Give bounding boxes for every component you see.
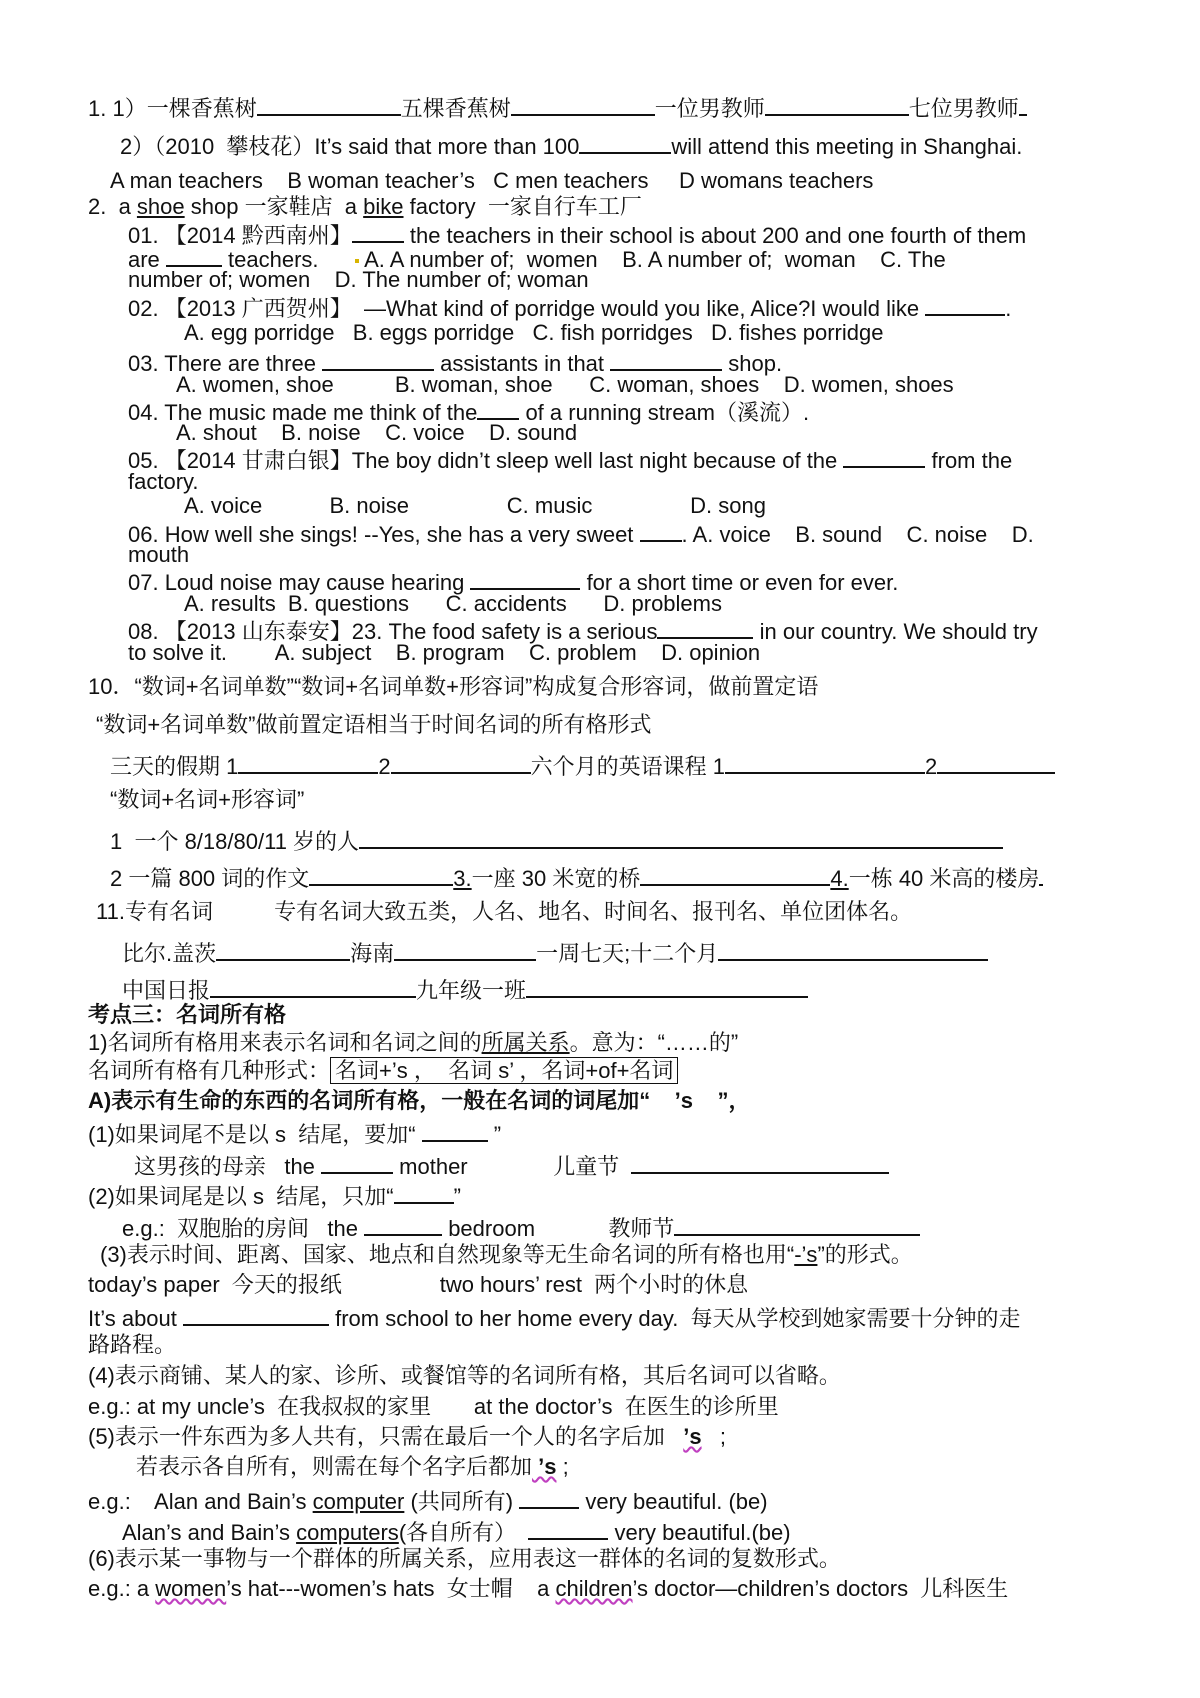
answer-blank[interactable]: [937, 750, 1055, 774]
answer-blank[interactable]: [925, 292, 1005, 316]
answer-blank[interactable]: [321, 1150, 393, 1174]
line-45: e.g.: at my uncle’s 在我叔叔的家里 at the doctor’s 在医生的诊所里: [88, 1394, 779, 1419]
line-41: today’s paper 今天的报纸 two hours’ rest 两个小时的休息: [88, 1272, 749, 1297]
answer-blank[interactable]: [725, 750, 925, 774]
answer-blank[interactable]: [477, 396, 519, 420]
answer-blank[interactable]: [765, 92, 909, 116]
line-44: (4)表示商铺、某人的家、诊所、或餐馆等的名词所有格，其后名词可以省略。: [88, 1363, 841, 1388]
line-22: to solve it. A. subject B. program C. problem D. opinion: [128, 640, 761, 665]
line-5: 01. 【2014 黔西南州】 the teachers in their school is about 200 and one fourth of them: [128, 219, 1026, 249]
line-6: are teachers. A. A number of; women B. A number of; woman C. The: [128, 243, 946, 273]
answer-blank[interactable]: [640, 862, 830, 886]
answer-blank[interactable]: [519, 1485, 579, 1509]
line-2: 2）（2010 攀枝花）It’s said that more than 100 will attend this meeting in Shanghai.: [120, 130, 1022, 160]
line-13: A. shout B. noise C. voice D. sound: [176, 420, 578, 445]
line-39: e.g.: 双胞胎的房间 the bedroom 教师节: [122, 1212, 920, 1242]
line-24: “数词+名词单数”做前置定语相当于时间名词的所有格形式: [96, 712, 652, 737]
answer-blank[interactable]: [610, 347, 722, 371]
line-35: A)表示有生命的东西的名词所有格，一般在名词的词尾加“ ’s ”，: [88, 1088, 751, 1113]
line-12: 04. The music made me think of the of a running stream（溪流）.: [128, 396, 809, 426]
line-8: 02. 【2013 广西贺州】 —What kind of porridge would you like, Alice?I would like .: [128, 292, 1011, 322]
line-11: A. women, shoe B. woman, shoe C. woman, shoes D. women, shoes: [176, 372, 954, 397]
line-48: e.g.: Alan and Bain’s computer (共同所有) very beautiful. (be): [88, 1485, 768, 1515]
line-40: (3)表示时间、距离、国家、地点和自然现象等无生命名词的所有格也用“-’s”的形式。: [100, 1242, 913, 1267]
answer-blank[interactable]: [422, 1118, 488, 1142]
line-28: 2 一篇 800 词的作文 3.一座 30 米宽的桥 4.一栋 40 米高的楼房: [110, 862, 1043, 892]
answer-blank[interactable]: [352, 219, 404, 243]
line-26: “数词+名词+形容词”: [110, 787, 305, 812]
line-51: e.g.: a women’s hat---women’s hats 女士帽 a children’s doctor—children’s doctors 儿科医生: [88, 1576, 1009, 1601]
answer-blank[interactable]: [210, 974, 416, 998]
line-15: factory.: [128, 469, 199, 494]
line-16: A. voice B. noise C. music D. song: [184, 493, 766, 518]
line-21: 08. 【2013 山东泰安】23. The food safety is a serious in our country. We should try: [128, 615, 1038, 645]
answer-blank[interactable]: [843, 444, 925, 468]
answer-blank[interactable]: [309, 862, 453, 886]
answer-blank[interactable]: [640, 518, 682, 542]
answer-blank[interactable]: [238, 750, 378, 774]
answer-blank[interactable]: [257, 92, 401, 116]
line-23: 10．“数词+名词单数”“数词+名词单数+形容词”构成复合形容词，做前置定语: [88, 674, 819, 699]
line-42: It’s about from school to her home every day. 每天从学校到她家需要十分钟的走: [88, 1302, 1021, 1332]
answer-blank[interactable]: [631, 1150, 889, 1174]
answer-blank[interactable]: [1019, 92, 1027, 116]
answer-blank[interactable]: [359, 825, 1003, 849]
answer-blank[interactable]: [394, 1180, 454, 1204]
line-31: 中国日报 九年级一班: [122, 974, 808, 1004]
line-38: (2)如果词尾是以 s 结尾，只加“ ”: [88, 1180, 461, 1210]
line-14: 05. 【2014 甘肃白银】The boy didn’t sleep well last night because of the from the: [128, 444, 1012, 474]
section-heading: 考点三：名词所有格: [88, 1002, 287, 1027]
answer-blank[interactable]: [579, 130, 671, 154]
answer-blank[interactable]: [718, 937, 988, 961]
line-20: A. results B. questions C. accidents D. problems: [184, 591, 722, 616]
line-36: (1)如果词尾不是以 s 结尾，要加“ ”: [88, 1118, 501, 1148]
answer-blank[interactable]: [674, 1212, 920, 1236]
answer-blank[interactable]: [394, 937, 536, 961]
line-4: 2. a shoe shop 一家鞋店 a bike factory 一家自行车工厂: [88, 194, 642, 219]
possessive-forms-box: 名词+’s ， 名词 s’ ，名词+of+名词: [330, 1057, 678, 1084]
line-43: 路路程。: [88, 1332, 177, 1357]
line-18: mouth: [128, 542, 190, 567]
answer-blank[interactable]: [657, 615, 753, 639]
line-10: 03. There are three assistants in that shop.: [128, 347, 782, 377]
answer-blank[interactable]: [364, 1212, 442, 1236]
answer-blank[interactable]: [528, 1516, 608, 1540]
line-19: 07. Loud noise may cause hearing for a short time or even for ever.: [128, 566, 898, 596]
answer-blank[interactable]: [526, 974, 808, 998]
answer-blank[interactable]: [391, 750, 531, 774]
line-7: number of; women D. The number of; woman: [128, 267, 589, 292]
answer-blank[interactable]: [322, 347, 434, 371]
line-1: 1. 1）一棵香蕉树 五棵香蕉树 一位男教师 七位男教师: [88, 92, 1027, 122]
answer-blank[interactable]: [216, 937, 350, 961]
line-3: A man teachers B woman teacher’s C men teachers D womans teachers: [110, 168, 874, 193]
line-34: 名词所有格有几种形式： 名词+’s ， 名词 s’ ，名词+of+名词: [88, 1058, 678, 1084]
line-46: (5)表示一件东西为多人共有，只需在最后一个人的名字后加 ’s ;: [88, 1424, 727, 1449]
line-27: 1 一个 8/18/80/11 岁的人: [110, 825, 1003, 855]
line-25: 三天的假期 1 2 六个月的英语课程 1 2: [110, 750, 1055, 780]
line-30: 比尔.盖茨 海南 一周七天;十二个月: [122, 937, 988, 967]
line-47: 若表示各自所有，则需在每个名字后都加 ’s ;: [136, 1454, 569, 1479]
line-50: (6)表示某一事物与一个群体的所属关系，应用表这一群体的名词的复数形式。: [88, 1546, 841, 1571]
line-33: 1)名词所有格用来表示名词和名词之间的所属关系。意为：“……的”: [88, 1030, 739, 1055]
answer-blank[interactable]: [166, 243, 222, 267]
answer-blank[interactable]: [183, 1302, 329, 1326]
line-17: 06. How well she sings! --Yes, she has a very sweet . A. voice B. sound C. noise D.: [128, 518, 1034, 548]
line-9: A. egg porridge B. eggs porridge C. fish porridges D. fishes porridge: [184, 320, 884, 345]
answer-blank[interactable]: [470, 566, 580, 590]
line-49: Alan’s and Bain’s computers(各自所有） very beautiful.(be): [122, 1516, 791, 1546]
answer-blank[interactable]: [1039, 862, 1043, 886]
line-37: 这男孩的母亲 the mother 儿童节: [134, 1150, 889, 1180]
line-29: 11.专有名词 专有名词大致五类，人名、地名、时间名、报刊名、单位团体名。: [96, 899, 913, 924]
answer-blank[interactable]: [511, 92, 655, 116]
